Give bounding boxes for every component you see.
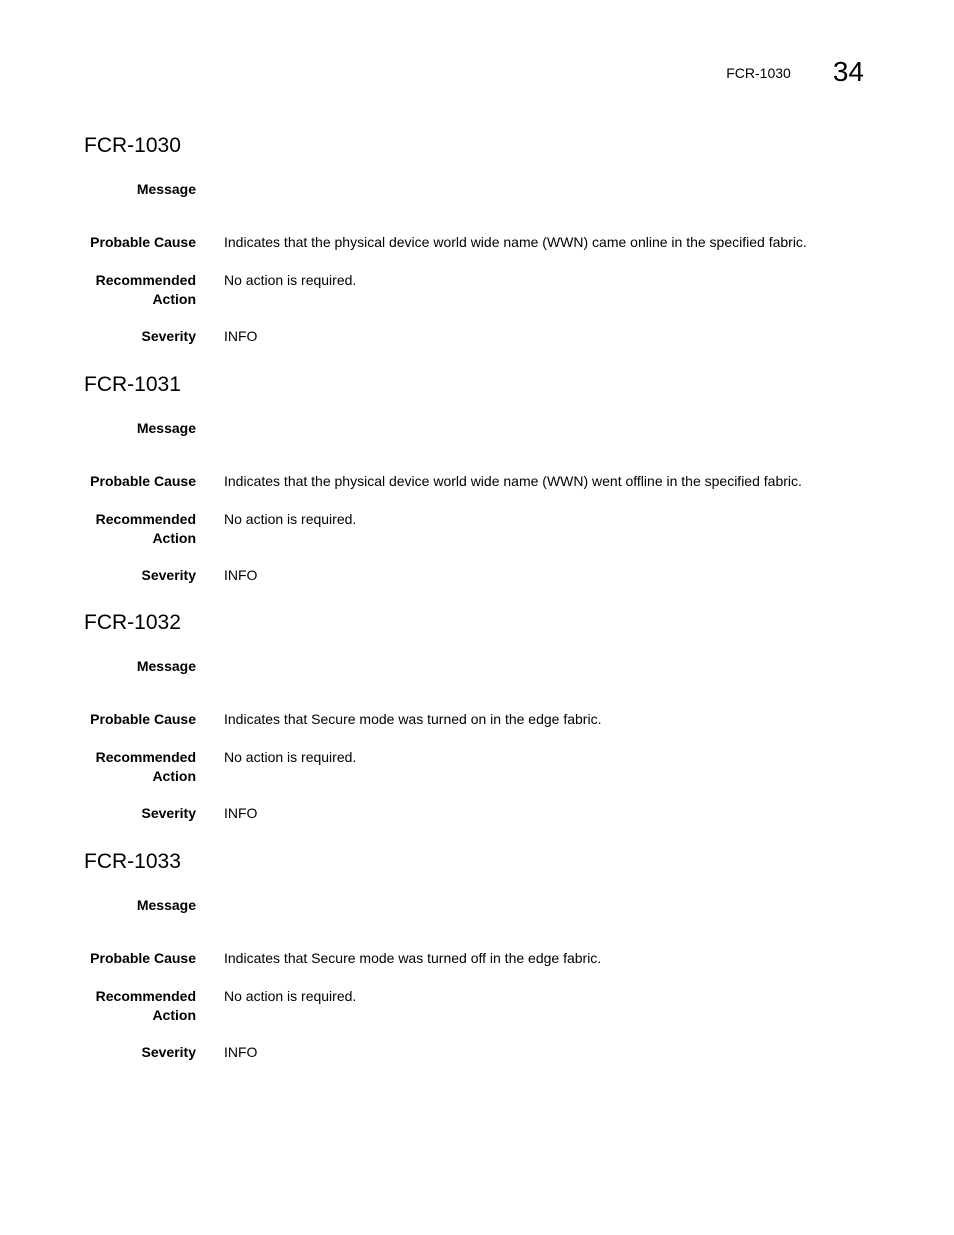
- probable-cause-text: Indicates that the physical device world wide name (WWN) went offline in the specified fabric.: [224, 473, 802, 489]
- header-chapter-number: 34: [832, 56, 864, 87]
- header-section-id: FCR-1030: [726, 65, 791, 81]
- probable-cause-text: Indicates that the physical device world wide name (WWN) came online in the specified fabric.: [224, 234, 807, 250]
- probable-cause-label: Probable Cause: [90, 473, 196, 489]
- recommended-action-text: No action is required.: [224, 749, 357, 765]
- probable-cause-label: Probable Cause: [90, 711, 196, 727]
- recommended-action-text: No action is required.: [224, 988, 357, 1004]
- entry-title: FCR-1032: [84, 611, 181, 634]
- recommended-action-label: [56, 748, 196, 786]
- recommended-label-line1: Recommended: [95, 749, 196, 765]
- recommended-label-line1: Recommended: [95, 272, 196, 288]
- severity-label: Severity: [141, 1044, 196, 1060]
- severity-value: INFO: [224, 1044, 258, 1060]
- severity-value: INFO: [224, 805, 258, 821]
- entry-title: FCR-1030: [84, 134, 181, 157]
- severity-value: INFO: [224, 328, 258, 344]
- recommended-label-line1: Recommended: [95, 511, 196, 527]
- recommended-label-line2: Action: [152, 768, 196, 784]
- entry-title: FCR-1031: [84, 373, 181, 396]
- recommended-action-text: No action is required.: [224, 511, 357, 527]
- running-header: [726, 52, 864, 92]
- recommended-label-line2: Action: [152, 530, 196, 546]
- recommended-action-label: [56, 271, 196, 309]
- severity-value: INFO: [224, 567, 258, 583]
- recommended-action-label: [56, 510, 196, 548]
- probable-cause-text: Indicates that Secure mode was turned on in the edge fabric.: [224, 711, 602, 727]
- probable-cause-text: Indicates that Secure mode was turned off in the edge fabric.: [224, 950, 602, 966]
- message-label: Message: [136, 420, 196, 436]
- recommended-label-line1: Recommended: [95, 988, 196, 1004]
- recommended-action-label: [56, 987, 196, 1025]
- probable-cause-label: Probable Cause: [90, 234, 196, 250]
- severity-label: Severity: [141, 567, 196, 583]
- severity-label: Severity: [141, 328, 196, 344]
- entry-title: FCR-1033: [84, 850, 181, 873]
- message-label: Message: [136, 658, 196, 674]
- message-label: Message: [136, 897, 196, 913]
- probable-cause-label: Probable Cause: [90, 950, 196, 966]
- severity-label: Severity: [141, 805, 196, 821]
- recommended-label-line2: Action: [152, 291, 196, 307]
- recommended-label-line2: Action: [152, 1007, 196, 1023]
- recommended-action-text: No action is required.: [224, 272, 357, 288]
- message-label: Message: [136, 181, 196, 197]
